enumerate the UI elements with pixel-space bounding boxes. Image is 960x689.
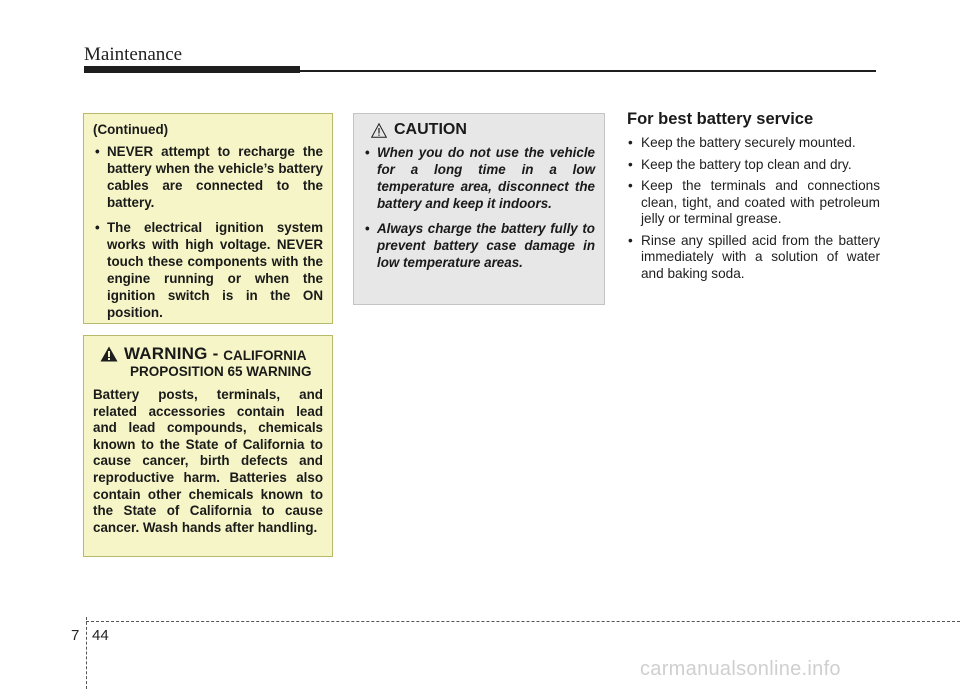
warning-header xyxy=(100,344,323,364)
service-title: For best battery service xyxy=(627,110,814,128)
continued-item: • The electrical ignition system works with high voltage. NEVER touch these components with the engine running or when the ignition switch is in the ON position. xyxy=(93,219,323,321)
caution-box xyxy=(353,113,605,305)
warning-triangle-icon xyxy=(100,346,118,362)
continued-heading: (Continued) xyxy=(93,122,169,137)
page-header-title: Maintenance xyxy=(84,44,183,65)
caution-item: • When you do not use the vehicle for a long time in a low temperature area, disconnect the battery and keep it indoors. xyxy=(363,144,595,212)
battery-service-section xyxy=(625,110,880,287)
service-item: • Rinse any spilled acid from the battery immediately with a solution of water and baking soda. xyxy=(625,233,880,283)
header-bar-thick xyxy=(84,66,300,73)
service-item: • Keep the battery top clean and dry. xyxy=(625,157,880,174)
caution-header xyxy=(371,121,595,139)
footer-divider xyxy=(86,621,960,622)
service-item: • Keep the terminals and connections clean, tight, and coated with petroleum jelly or terminal grease. xyxy=(625,178,880,228)
page-chapter: 7 xyxy=(71,627,80,644)
page-number: 44 xyxy=(92,627,109,644)
warning-subtitle: PROPOSITION 65 WARNING xyxy=(130,364,312,379)
warning-region: CALIFORNIA xyxy=(223,348,307,363)
warning-dash: - xyxy=(212,344,219,363)
warning-box xyxy=(83,335,333,557)
continued-item: • NEVER attempt to recharge the battery when the vehicle’s battery cables are connected to the battery. xyxy=(93,143,323,211)
caution-list xyxy=(363,144,595,271)
warning-word: WARNING xyxy=(124,344,208,363)
header-bar-thin xyxy=(300,70,876,72)
service-list xyxy=(625,135,880,282)
caution-triangle-icon xyxy=(371,123,387,138)
continued-box xyxy=(83,113,333,324)
warning-body: Battery posts, terminals, and related accessories contain lead and lead compounds, chemicals known to the State of California to cause cancer, birth defects and reproductive harm. Batteries also contain other chemicals known to the State of California to cause cancer. Wash hands after handling. xyxy=(93,387,323,535)
continued-list xyxy=(93,143,323,321)
caution-item: • Always charge the battery fully to prevent battery case damage in low temperature areas. xyxy=(363,220,595,271)
watermark: carmanualsonline.info xyxy=(640,658,841,680)
footer-vertical-divider xyxy=(86,617,87,689)
caution-title: CAUTION xyxy=(394,121,467,138)
service-item: • Keep the battery securely mounted. xyxy=(625,135,880,152)
